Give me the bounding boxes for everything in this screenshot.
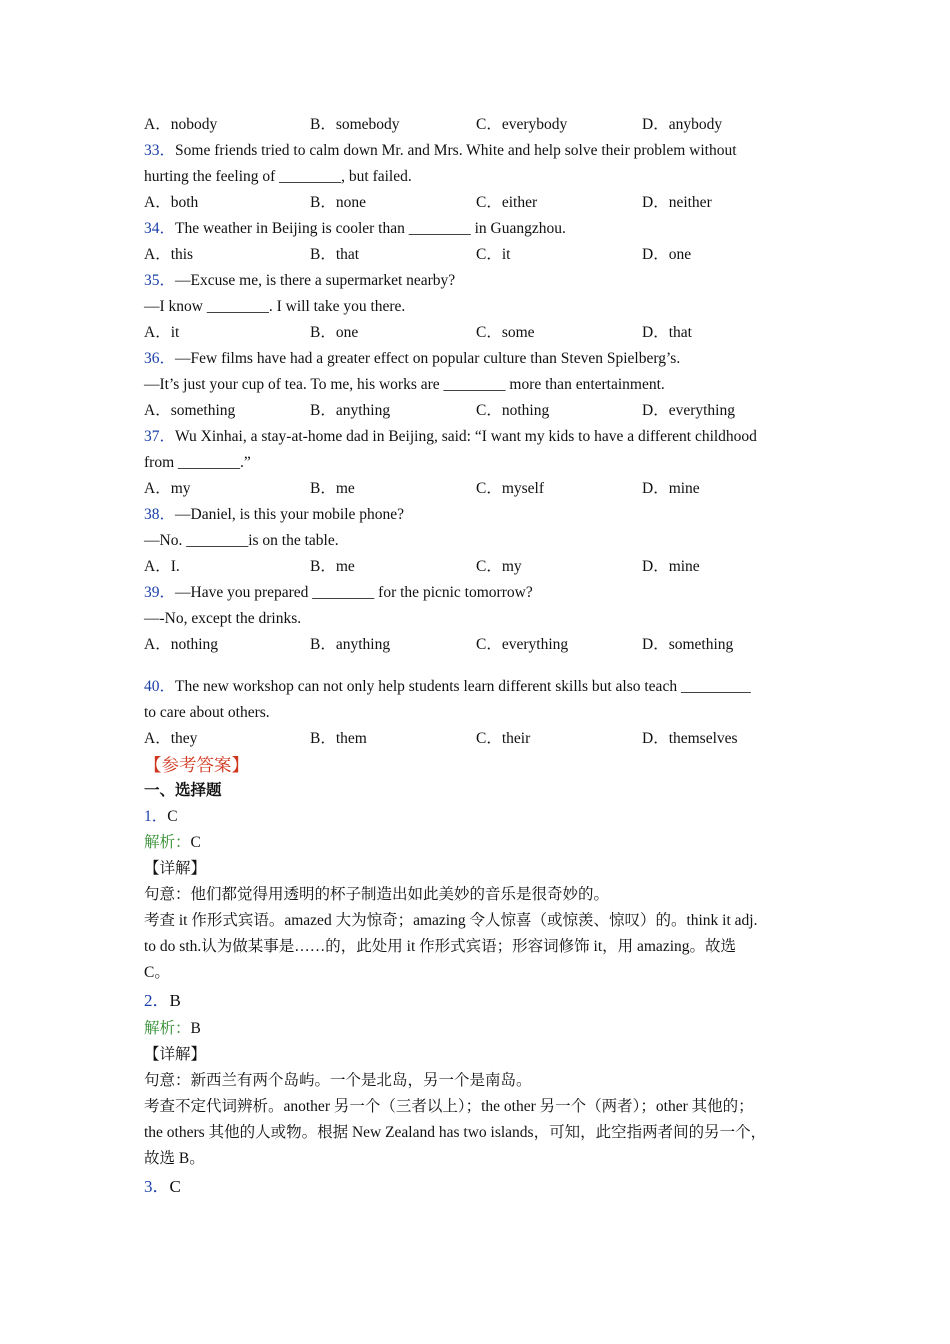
- question-38: [144, 502, 824, 528]
- q34-options: [144, 242, 824, 268]
- option-c[interactable]: C．nothing: [476, 402, 550, 419]
- answer-value: C: [167, 808, 178, 825]
- question-number: 36．: [144, 350, 176, 367]
- option-a[interactable]: A．they: [144, 730, 198, 747]
- answer-number: 3．: [144, 1177, 170, 1196]
- question-number: 35．: [144, 272, 176, 289]
- option-a[interactable]: A．nobody: [144, 116, 218, 133]
- question-text: Wu Xinhai, a stay-at-home dad in Beijing, said: “I want my kids to have a different childhood: [175, 428, 757, 445]
- detail-label: 【详解】: [144, 1046, 207, 1063]
- option-a[interactable]: A．nothing: [144, 636, 219, 653]
- q39-options: [144, 632, 824, 658]
- option-c[interactable]: C．either: [476, 194, 538, 211]
- option-c[interactable]: C．myself: [476, 480, 545, 497]
- question-text: —Have you prepared ________ for the picnic tomorrow?: [175, 584, 533, 601]
- question-text-cont: from ________.”: [144, 454, 251, 471]
- option-d[interactable]: D．mine: [642, 558, 700, 575]
- option-b[interactable]: B．that: [310, 246, 360, 263]
- option-d[interactable]: D．themselves: [642, 730, 738, 747]
- explanation-line: 故选 B。: [144, 1150, 205, 1167]
- explanation-line: C。: [144, 964, 170, 981]
- q40-options: [144, 726, 824, 752]
- document-page: [144, 112, 824, 1202]
- question-36: [144, 346, 824, 372]
- answer-value: B: [169, 991, 181, 1010]
- option-b[interactable]: B．somebody: [310, 116, 400, 133]
- option-a[interactable]: A．this: [144, 246, 194, 263]
- question-35: [144, 268, 824, 294]
- option-b[interactable]: B．me: [310, 558, 355, 575]
- analysis-value: C: [190, 834, 201, 851]
- question-number: 38．: [144, 506, 176, 523]
- analysis-label: 解析：: [144, 834, 191, 851]
- option-a[interactable]: A．both: [144, 194, 199, 211]
- question-33: [144, 138, 824, 164]
- explanation-line: to do sth.认为做某事是……的，此处用 it 作形式宾语；形容词修饰 it，用 amazing。故选: [144, 938, 736, 955]
- explanation-line: 句意：新西兰有两个岛屿。一个是北岛，另一个是南岛。: [144, 1072, 532, 1089]
- option-b[interactable]: B．them: [310, 730, 367, 747]
- answer-2: [144, 986, 824, 1016]
- question-40: [144, 674, 824, 700]
- question-text: The weather in Beijing is cooler than ________ in Guangzhou.: [175, 220, 566, 237]
- option-c[interactable]: C．everything: [476, 636, 569, 653]
- question-34: [144, 216, 824, 242]
- q33-options: [144, 190, 824, 216]
- explanation-line: 句意：他们都觉得用透明的杯子制造出如此美妙的音乐是很奇妙的。: [144, 886, 610, 903]
- question-text: —Few films have had a greater effect on popular culture than Steven Spielberg’s.: [175, 350, 681, 367]
- q32-options: [144, 112, 824, 138]
- option-c[interactable]: C．their: [476, 730, 531, 747]
- q35-options: [144, 320, 824, 346]
- option-c[interactable]: C．some: [476, 324, 535, 341]
- option-d[interactable]: D．neither: [642, 194, 712, 211]
- analysis-2: [144, 1016, 824, 1042]
- question-text-cont: hurting the feeling of ________, but failed.: [144, 168, 412, 185]
- question-number: 33．: [144, 142, 176, 159]
- option-d[interactable]: D．something: [642, 636, 734, 653]
- detail-label: 【详解】: [144, 860, 207, 877]
- option-d[interactable]: D．that: [642, 324, 692, 341]
- q38-options: [144, 554, 824, 580]
- question-text: Some friends tried to calm down Mr. and Mrs. White and help solve their problem without: [175, 142, 737, 159]
- section-title: 一、选择题: [144, 782, 222, 799]
- option-b[interactable]: B．one: [310, 324, 359, 341]
- analysis-label: 解析：: [144, 1020, 191, 1037]
- question-number: 34．: [144, 220, 176, 237]
- option-b[interactable]: B．me: [310, 480, 355, 497]
- option-d[interactable]: D．one: [642, 246, 692, 263]
- explanation-line: 考查不定代词辨析。another 另一个（三者以上）；the other 另一个（两者）；other 其他的；: [144, 1098, 754, 1115]
- answer-number: 1．: [144, 808, 168, 825]
- question-number: 37．: [144, 428, 176, 445]
- answers-header: 【参考答案】: [144, 755, 249, 775]
- question-number: 39．: [144, 584, 176, 601]
- option-a[interactable]: A．my: [144, 480, 191, 497]
- question-text: The new workshop can not only help students learn different skills but also teach _________: [175, 678, 751, 695]
- option-d[interactable]: D．everything: [642, 402, 735, 419]
- question-39: [144, 580, 824, 606]
- analysis-value: B: [190, 1020, 201, 1037]
- question-37: [144, 424, 824, 450]
- option-b[interactable]: B．none: [310, 194, 366, 211]
- explanation-line: the others 其他的人或物。根据 New Zealand has two islands，可知，此空指两者间的另一个，: [144, 1124, 767, 1141]
- answer-3: [144, 1172, 824, 1202]
- option-a[interactable]: A．it: [144, 324, 180, 341]
- question-text-cont: —No. ________is on the table.: [144, 532, 339, 549]
- analysis-1: [144, 830, 824, 856]
- answer-1: [144, 804, 824, 830]
- option-a[interactable]: A．something: [144, 402, 236, 419]
- answer-number: 2．: [144, 991, 170, 1010]
- option-c[interactable]: C．everybody: [476, 116, 568, 133]
- question-text: —Daniel, is this your mobile phone?: [175, 506, 405, 523]
- answer-value: C: [169, 1177, 181, 1196]
- question-number: 40．: [144, 678, 176, 695]
- option-c[interactable]: C．my: [476, 558, 522, 575]
- q36-options: [144, 398, 824, 424]
- question-text-cont: to care about others.: [144, 704, 270, 721]
- question-text-cont: —I know ________. I will take you there.: [144, 298, 406, 315]
- option-d[interactable]: D．anybody: [642, 116, 723, 133]
- question-text-cont: —-No, except the drinks.: [144, 610, 302, 627]
- option-a[interactable]: A．I.: [144, 558, 180, 575]
- question-text: —Excuse me, is there a supermarket nearby?: [175, 272, 456, 289]
- explanation-line: 考查 it 作形式宾语。amazed 大为惊奇；amazing 令人惊喜（或惊羡、惊叹）的。think it adj.: [144, 912, 758, 929]
- option-b[interactable]: B．anything: [310, 636, 391, 653]
- option-b[interactable]: B．anything: [310, 402, 391, 419]
- option-d[interactable]: D．mine: [642, 480, 700, 497]
- q37-options: [144, 476, 824, 502]
- question-text-cont: —It’s just your cup of tea. To me, his works are ________ more than entertainment.: [144, 376, 665, 393]
- spacer: [144, 658, 824, 674]
- option-c[interactable]: C．it: [476, 246, 511, 263]
